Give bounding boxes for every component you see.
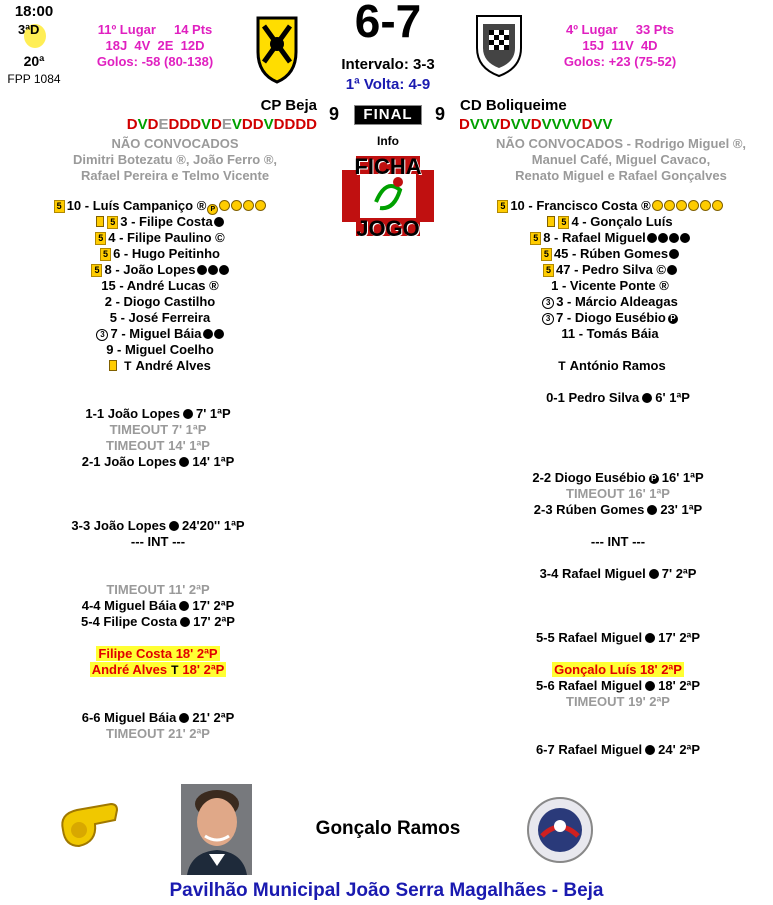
goal-ball-icon xyxy=(645,633,655,643)
event-time: 23' 1ªP xyxy=(660,502,703,517)
form-result: V xyxy=(541,116,552,133)
away-not-called: NÃO CONVOCADOS - Rodrigo Miguel ®, Manuel Café, Miguel Cavaco, Renato Miguel e Rafael Gonçalves xyxy=(495,136,747,183)
player-row[interactable] xyxy=(10,326,310,342)
form-result: V xyxy=(510,116,521,133)
event-time: 16' 1ªP xyxy=(661,470,704,485)
form-result: V xyxy=(571,116,582,133)
goal-ball-icon xyxy=(197,265,207,275)
home-team-logo[interactable] xyxy=(254,12,300,84)
player-row[interactable] xyxy=(10,246,310,262)
caps-icon xyxy=(243,200,254,211)
fouls-badge: 5 xyxy=(100,248,111,261)
goal-ball-icon xyxy=(214,329,224,339)
event-text xyxy=(106,726,210,741)
event-row xyxy=(8,406,308,422)
event-label: TIMEOUT 11' 2ªP xyxy=(106,582,210,597)
home-form xyxy=(117,116,317,133)
player-name: 8 - João Lopes xyxy=(104,262,196,277)
form-result: D xyxy=(273,116,285,133)
event-text xyxy=(106,438,210,453)
event-row xyxy=(468,742,768,758)
player-name: André Alves xyxy=(135,358,211,373)
interval-score: Intervalo: 3-3 xyxy=(341,56,435,73)
away-team-name[interactable]: CD Boliqueime xyxy=(460,97,567,114)
fouls-badge: 5 xyxy=(91,264,102,277)
caps-icon xyxy=(664,200,675,211)
event-label: TIMEOUT 16' 1ªP xyxy=(566,486,670,501)
event-text xyxy=(534,502,702,517)
substitution-icon: 3 xyxy=(96,329,108,341)
substitution-icon: 3 xyxy=(542,297,554,309)
form-result: V xyxy=(592,116,603,133)
home-player-list xyxy=(10,198,310,374)
form-result: V xyxy=(489,116,500,133)
form-result: V xyxy=(231,116,242,133)
game-time: 18:00 xyxy=(14,3,54,20)
goal-ball-icon xyxy=(183,409,193,419)
event-row xyxy=(8,454,308,470)
form-result: D xyxy=(581,116,593,133)
player-row[interactable] xyxy=(460,358,760,374)
event-row xyxy=(8,662,308,678)
player-row[interactable] xyxy=(460,326,760,342)
event-label: 1-1 João Lopes xyxy=(85,406,180,421)
goal-ball-icon xyxy=(214,217,224,227)
event-label: André Alves xyxy=(91,662,168,677)
goal-ball-icon xyxy=(179,601,189,611)
player-row[interactable] xyxy=(10,310,310,326)
caps-icon xyxy=(652,200,663,211)
event-label: TIMEOUT 7' 1ªP xyxy=(109,422,207,437)
fouls-badge: 5 xyxy=(558,216,569,229)
event-text xyxy=(566,486,670,501)
event-row xyxy=(8,614,308,630)
event-text xyxy=(82,454,235,469)
event-time: 7' 1ªP xyxy=(195,406,231,421)
form-result: D xyxy=(530,116,542,133)
player-row[interactable] xyxy=(460,230,760,246)
round-number: 20ª xyxy=(23,53,45,69)
first-leg-score: 1ª Volta: 4-9 xyxy=(345,76,431,93)
player-name: 3 - Márcio Aldeagas xyxy=(556,294,678,309)
referee-photo xyxy=(181,784,252,875)
goal-ball-icon xyxy=(642,393,652,403)
player-row[interactable] xyxy=(10,230,310,246)
event-label: 5-6 Rafael Miguel xyxy=(535,678,643,693)
fouls-badge: 5 xyxy=(543,264,554,277)
home-fouls: 9 xyxy=(328,104,339,124)
goal-ball-icon xyxy=(680,233,690,243)
event-text xyxy=(96,646,219,661)
ficha-jogo-button[interactable]: FICHA JOGO xyxy=(336,150,440,242)
player-name: 1 - Vicente Ponte ® xyxy=(551,278,669,293)
form-result: V xyxy=(520,116,531,133)
event-time: 7' 2ªP xyxy=(661,566,697,581)
event-text xyxy=(536,742,700,757)
yellow-card-icon xyxy=(96,216,104,227)
event-time: 21' 2ªP xyxy=(192,710,235,725)
fouls-badge: 5 xyxy=(530,232,541,245)
event-text xyxy=(131,534,185,549)
event-label: TIMEOUT 21' 2ªP xyxy=(106,726,210,741)
goal-ball-icon xyxy=(208,265,218,275)
goal-ball-icon xyxy=(658,233,668,243)
player-name: 6 - Hugo Peitinho xyxy=(113,246,220,261)
home-not-called: NÃO CONVOCADOS Dimitri Botezatu ®, João Ferro ®, Rafael Pereira e Telmo Vicente xyxy=(72,136,278,183)
player-name: 15 - André Lucas ® xyxy=(101,278,219,293)
home-team-name[interactable]: CP Beja xyxy=(260,97,317,114)
event-label: Filipe Costa 18' 2ªP xyxy=(98,646,218,661)
event-text xyxy=(110,422,207,437)
player-row[interactable] xyxy=(10,358,310,374)
event-label: --- INT --- xyxy=(590,534,646,549)
form-result: E xyxy=(221,116,232,133)
event-row xyxy=(8,726,308,742)
player-name: 10 - Luís Campaniço ® xyxy=(66,198,207,213)
event-row xyxy=(8,518,308,534)
event-row xyxy=(468,566,768,582)
form-result: V xyxy=(479,116,490,133)
player-name: 7 - Miguel Báia xyxy=(110,326,202,341)
event-row xyxy=(8,422,308,438)
goal-ball-icon xyxy=(203,329,213,339)
match-status: FINAL xyxy=(354,105,422,125)
event-label: 6-7 Rafael Miguel xyxy=(535,742,643,757)
event-time: 14' 1ªP xyxy=(192,454,235,469)
player-row[interactable] xyxy=(460,278,760,294)
event-time: 18' 2ªP xyxy=(658,678,701,693)
event-time: 18' 2ªP xyxy=(182,662,225,677)
event-label: 2-3 Rúben Gomes xyxy=(533,502,645,517)
player-name: 7 - Diogo Eusébio xyxy=(556,310,666,325)
form-result: D xyxy=(168,116,180,133)
player-row[interactable] xyxy=(460,342,760,358)
player-row[interactable] xyxy=(460,310,760,326)
event-label: 6-6 Miguel Báia xyxy=(81,710,177,725)
event-row xyxy=(468,390,768,406)
form-result: V xyxy=(561,116,572,133)
caps-icon xyxy=(255,200,266,211)
penalty-icon: P xyxy=(668,314,678,324)
goal-ball-icon xyxy=(179,457,189,467)
goal-ball-icon xyxy=(647,233,657,243)
player-row[interactable] xyxy=(460,262,760,278)
event-text xyxy=(536,630,700,645)
player-name: 45 - Rúben Gomes xyxy=(553,246,669,261)
event-time: 6' 1ªP xyxy=(655,390,690,405)
event-time: 17' 2ªP xyxy=(658,630,701,645)
event-row xyxy=(8,598,308,614)
event-row xyxy=(468,630,768,646)
away-fouls: 9 xyxy=(434,104,445,124)
event-text xyxy=(85,406,230,421)
event-label: Gonçalo Luís 18' 2ªP xyxy=(554,662,682,677)
player-row[interactable] xyxy=(460,214,760,230)
form-result: E xyxy=(158,116,169,133)
event-text xyxy=(566,694,670,709)
event-label: 5-4 Filipe Costa xyxy=(81,614,178,629)
away-stats: 4º Lugar 33 Pts 15J 11V 4D Golos: +23 (75-52) xyxy=(563,22,677,69)
player-name: 10 - Francisco Costa ® xyxy=(510,198,651,213)
event-label: --- INT --- xyxy=(130,534,186,549)
event-text xyxy=(546,390,690,405)
player-row[interactable] xyxy=(460,198,760,214)
event-text xyxy=(106,582,209,597)
player-name: 11 - Tomás Báia xyxy=(561,326,659,341)
form-result: D xyxy=(459,116,470,133)
form-result: D xyxy=(241,116,253,133)
player-name: António Ramos xyxy=(569,358,666,373)
caps-icon: P xyxy=(207,204,218,215)
caps-icon xyxy=(712,200,723,211)
association-logo xyxy=(526,796,594,864)
form-result: V xyxy=(469,116,480,133)
event-row xyxy=(8,646,308,662)
event-time: 17' 2ªP xyxy=(193,614,235,629)
event-text xyxy=(540,566,697,581)
fouls-badge: 5 xyxy=(497,200,508,213)
event-text xyxy=(552,662,684,677)
player-row[interactable] xyxy=(10,294,310,310)
event-text xyxy=(536,678,700,693)
away-team-logo[interactable] xyxy=(473,12,525,78)
event-time: 17' 2ªP xyxy=(192,598,235,613)
event-time: 24' 2ªP xyxy=(658,742,701,757)
form-result: V xyxy=(602,116,613,133)
form-result: V xyxy=(263,116,274,133)
player-row[interactable] xyxy=(10,262,310,278)
event-row xyxy=(468,486,768,502)
event-row xyxy=(468,470,768,486)
event-label: 2-1 João Lopes xyxy=(81,454,177,469)
whistle-icon xyxy=(55,800,121,854)
player-row[interactable] xyxy=(460,246,760,262)
event-label: TIMEOUT 14' 1ªP xyxy=(106,438,210,453)
caps-icon xyxy=(688,200,699,211)
coach-icon: T xyxy=(171,663,179,677)
event-row xyxy=(468,694,768,710)
caps-icon xyxy=(219,200,230,211)
away-player-list xyxy=(460,198,760,374)
event-label: 0-1 Pedro Silva xyxy=(546,390,640,405)
player-row[interactable] xyxy=(10,278,310,294)
event-label: 3-4 Rafael Miguel xyxy=(539,566,646,581)
player-row[interactable] xyxy=(10,198,310,214)
goal-ball-icon xyxy=(219,265,229,275)
player-name: 2 - Diogo Castilho xyxy=(104,294,216,309)
form-result: V xyxy=(201,116,212,133)
fouls-badge: 5 xyxy=(54,200,65,213)
player-name: 9 - Miguel Coelho xyxy=(106,342,214,357)
goal-ball-icon xyxy=(645,745,655,755)
player-name: 4 - Filipe Paulino © xyxy=(108,230,225,245)
goal-ball-icon xyxy=(647,505,657,515)
event-row xyxy=(8,710,308,726)
event-row xyxy=(8,534,308,550)
event-row xyxy=(8,582,308,598)
event-row xyxy=(468,502,768,518)
form-result: D xyxy=(147,116,159,133)
referee-name: Gonçalo Ramos xyxy=(315,818,461,839)
caps-icon xyxy=(676,200,687,211)
info-label[interactable]: Info xyxy=(377,134,399,148)
event-label: 3-3 João Lopes xyxy=(71,518,167,533)
substitution-icon: 3 xyxy=(542,313,554,325)
event-text xyxy=(82,598,235,613)
event-label: TIMEOUT 19' 2ªP xyxy=(566,694,670,709)
form-result: D xyxy=(284,116,296,133)
player-name: 3 - Filipe Costa xyxy=(120,214,213,229)
player-row[interactable] xyxy=(10,342,310,358)
event-text xyxy=(591,534,645,549)
event-row xyxy=(468,534,768,550)
player-name: 4 - Gonçalo Luís xyxy=(571,214,673,229)
player-row[interactable] xyxy=(460,294,760,310)
home-stats: 11º Lugar 14 Pts 18J 4V 2E 12D Golos: -58 (80-138) xyxy=(96,22,214,69)
goal-ball-icon xyxy=(669,233,679,243)
player-name: 47 - Pedro Silva © xyxy=(556,262,667,277)
goal-ball-icon xyxy=(645,681,655,691)
form-result: D xyxy=(499,116,511,133)
event-row xyxy=(468,662,768,678)
event-text xyxy=(82,710,235,725)
event-row xyxy=(8,438,308,454)
form-result: D xyxy=(252,116,264,133)
goal-ball-icon xyxy=(667,265,677,275)
caps-icon xyxy=(231,200,242,211)
event-label: 5-5 Rafael Miguel xyxy=(535,630,643,645)
penalty-icon: P xyxy=(649,474,659,484)
form-result: D xyxy=(306,116,317,133)
goal-ball-icon xyxy=(179,713,189,723)
final-score: 6-7 xyxy=(354,0,422,47)
form-result: V xyxy=(551,116,562,133)
coach-icon: T xyxy=(558,359,566,373)
form-result: D xyxy=(126,116,138,133)
event-text xyxy=(532,470,703,485)
event-row xyxy=(468,678,768,694)
venue: Pavilhão Municipal João Serra Magalhães - Beja xyxy=(169,880,604,901)
player-name: 5 - José Ferreira xyxy=(109,310,211,325)
event-time: 24'20'' 1ªP xyxy=(182,518,245,533)
yellow-card-icon xyxy=(547,216,555,227)
goal-ball-icon xyxy=(649,569,659,579)
yellow-card-icon xyxy=(109,360,117,371)
fouls-badge: 5 xyxy=(107,216,118,229)
form-result: D xyxy=(190,116,202,133)
coach-icon: T xyxy=(124,359,132,373)
goal-ball-icon xyxy=(669,249,679,259)
away-form xyxy=(459,116,659,133)
fouls-badge: 5 xyxy=(541,248,552,261)
form-result: V xyxy=(137,116,148,133)
form-result: D xyxy=(211,116,222,133)
event-text xyxy=(90,662,227,677)
division-badge: 3ªD xyxy=(18,22,48,52)
player-name: 8 - Rafael Miguel xyxy=(543,230,646,245)
goal-ball-icon xyxy=(180,617,190,627)
event-label: 4-4 Miguel Báia xyxy=(81,598,177,613)
form-result: D xyxy=(179,116,191,133)
goal-ball-icon xyxy=(169,521,179,531)
event-label: 2-2 Diogo Eusébio xyxy=(532,470,646,485)
player-row[interactable] xyxy=(10,214,310,230)
caps-icon xyxy=(700,200,711,211)
event-text xyxy=(71,518,244,533)
form-result: D xyxy=(295,116,307,133)
fouls-badge: 5 xyxy=(95,232,106,245)
game-code: FPP 1084 xyxy=(7,72,61,86)
event-text xyxy=(81,614,235,629)
